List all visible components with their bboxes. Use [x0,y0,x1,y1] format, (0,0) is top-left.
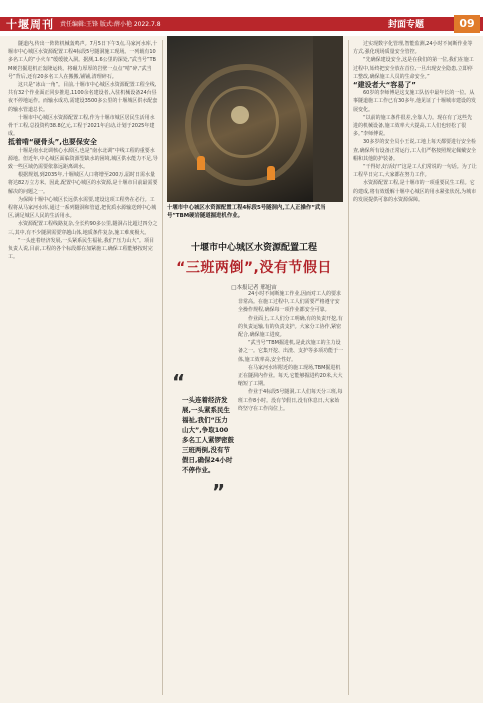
masthead: 十堰周刊 [6,18,54,31]
paragraph: 十堰市中心城区水资源配置工程,作为十堰市城区居民生活用水骨干工程,总投资约38.8亿元,工程于2021年启动,计划于2025年建成。 [8,114,155,138]
paragraph: 60岁的李师傅是这支施工队伍中最年长的一位。从事隧道施工工作已有30多年,他见证了十堰城市建设的发展变化。 [353,90,476,113]
editor-credits: 责任编辑:王锋 版式:薛小艳 2022.7.8 [60,21,161,28]
headline: “三班两倒”,没有节假日 [176,260,332,276]
subheading: “建设者大“容易了” [353,81,416,90]
headline-block [170,240,338,291]
paragraph: 根据规划,到2035年,十堰城区人口将增至200万,届时日需水量将达82万立方米。因此,配置中心城区的水资源,是十堰市目前最需要解决的问题之一。 [8,172,158,195]
paragraph: 为保障十堰中心城区长远供水需要,建设这项工程势在必行。工程将从马家河水库,通过一系列隧洞和管道,把优质水源输送到中心城区,满足城区人民的生活用水。 [8,196,157,220]
worker-figure [197,156,205,170]
tunnel-photo [167,36,313,202]
paragraph: “干得好,好活好!”这是工人们常说的一句话。为了让工程早日完工,大家都在努力工作。 [353,164,477,179]
paragraph: 十堰是南水北调核心水源区,也是“南水北调”中线工程的重要水源地。但近年,中心城区面临资源型缺水的困境,城区供水能力不足,导致一些区域仍需要依靠远距离调水。 [8,147,158,171]
paragraph: 在马家河水库附近的施工现场,TBM掘进机正在隧洞内作业。每天,它能够掘进约20米,大大缩短了工期。 [238,364,343,388]
photo-caption: 十堰市中心城区水资源配置工程4标段5号隧洞内,工人正操作“武当号”TBM硬岩隧道掘进机作业。 [167,205,326,219]
column-divider [348,40,349,695]
page-number: 09 [454,15,480,33]
tunnel-light [231,106,249,124]
photo-side-panel [313,36,343,202]
section-label: 封面专题 [388,20,425,30]
paragraph: 24小时不间断施工作业,因而对工人的要求非常高。在施工过程中,工人们需要严格遵守安全操作规程,确保每一项作业都安全可靠。 [238,291,341,314]
paragraph: 隧道内,传出一阵阵机械轰鸣声。7月5日下午3点,马家河水库,十堰市中心城区水资源配置工程4标段5号隧洞施工现场。一列载有10多名工人的“小火车”缓缓驶入洞。据测,1.6公里的深处,“武当号”TBM硬岩掘进机正轰隆运转。将碾力厚厚的岩壁一点点“啃”碎,“武当号”背后,还有20多名工人在搬搬,铺铺,清理碎石。 [8,41,158,80]
worker-figure [267,166,275,180]
paragraph: “先确保建设安全,这是在我们的第一位,我们在施工过程中,始终把安全放在首位,一旦出现安全隐患,立即停工整改,确保施工人员的生命安全。” [353,57,474,80]
kicker: 十堰市中心城区水资源配置工程 [190,243,317,253]
open-quote-icon: “ [172,370,186,394]
page-header [0,0,483,36]
paragraph: 水资源配置工程线路复杂,全长约90多公里,隧洞占比超过四分之三,其中,有不少隧洞需要穿越山体,地质条件复杂,施工难度极大。 [8,221,158,236]
paragraph: 这只是“冰山一角”。目前,十堰市中心城区水资源配置工程全线,共有32个作业面正同步推进,1100余名建设者,入驻机械设备24台昼夜不停地运作。而输水成功,需建设3500多公里的十堰城区供水配套的输水管道总长。 [8,82,158,113]
column-divider [162,40,163,695]
paragraph: 过实现数字化管理,智能监测,24小时不间断作业等方式,强化现场质量安全管控。 [353,41,473,56]
paragraph: 水资源配置工程,是十堰市的一项重要民生工程。它的建成,将有效缓解十堰中心城区的用水紧张状况,为城市的发展提供可靠的水资源保障。 [353,180,477,203]
paragraph: 作业于4标段5号隧洞,工人们每天分三班,每班工作8小时。没有节假日,没有休息日,大家始终坚守在工作岗位上。 [238,389,343,412]
paragraph: “以前的施工条件很差,全靠人力。现在有了这些先进的机械设备,施工效率大大提高,工人们也轻松了很多。”李师傅说。 [353,114,473,138]
article-column-1 [8,40,158,261]
paragraph: “武当号”TBM掘进机,是此次施工的主力设备之一。它集开挖、出渣、支护等多项功能于一体,施工效率高,安全性好。 [238,340,344,363]
paragraph: 作业面上,工人们分工明确,有的负责开挖,有的负责运输,有的负责支护。大家分工协作,紧密配合,确保施工进度。 [238,315,343,339]
pull-quote-text: 一头连着经济发展,一头紧系民生福祉,我们“压力山大”,争取100多名工人紧锣密鼓三班两倒,没有节假日,确保24小时不停作业。 [182,396,234,474]
close-quote-icon: ” [212,480,226,504]
paragraph: 30多岁的安全员小王说,工地上每天都要进行安全检查,确保所有设备正常运行,工人们严格按照规定佩戴安全帽和其他防护装备。 [353,139,477,162]
article-column-2 [238,290,343,413]
byline: □本报记者 邢旭宙 [231,285,277,291]
paragraph: “一头连着经济发展,一头紧系民生福祉,我们“压力山大”。项目负责人说,目前,工程的各个标段都在加紧施工,确保工程能够按时完工。 [8,237,154,261]
article-column-3 [353,40,477,204]
subheading: 抵着啃“硬骨头”,也要保安全 [8,138,97,147]
pull-quote [172,370,234,504]
